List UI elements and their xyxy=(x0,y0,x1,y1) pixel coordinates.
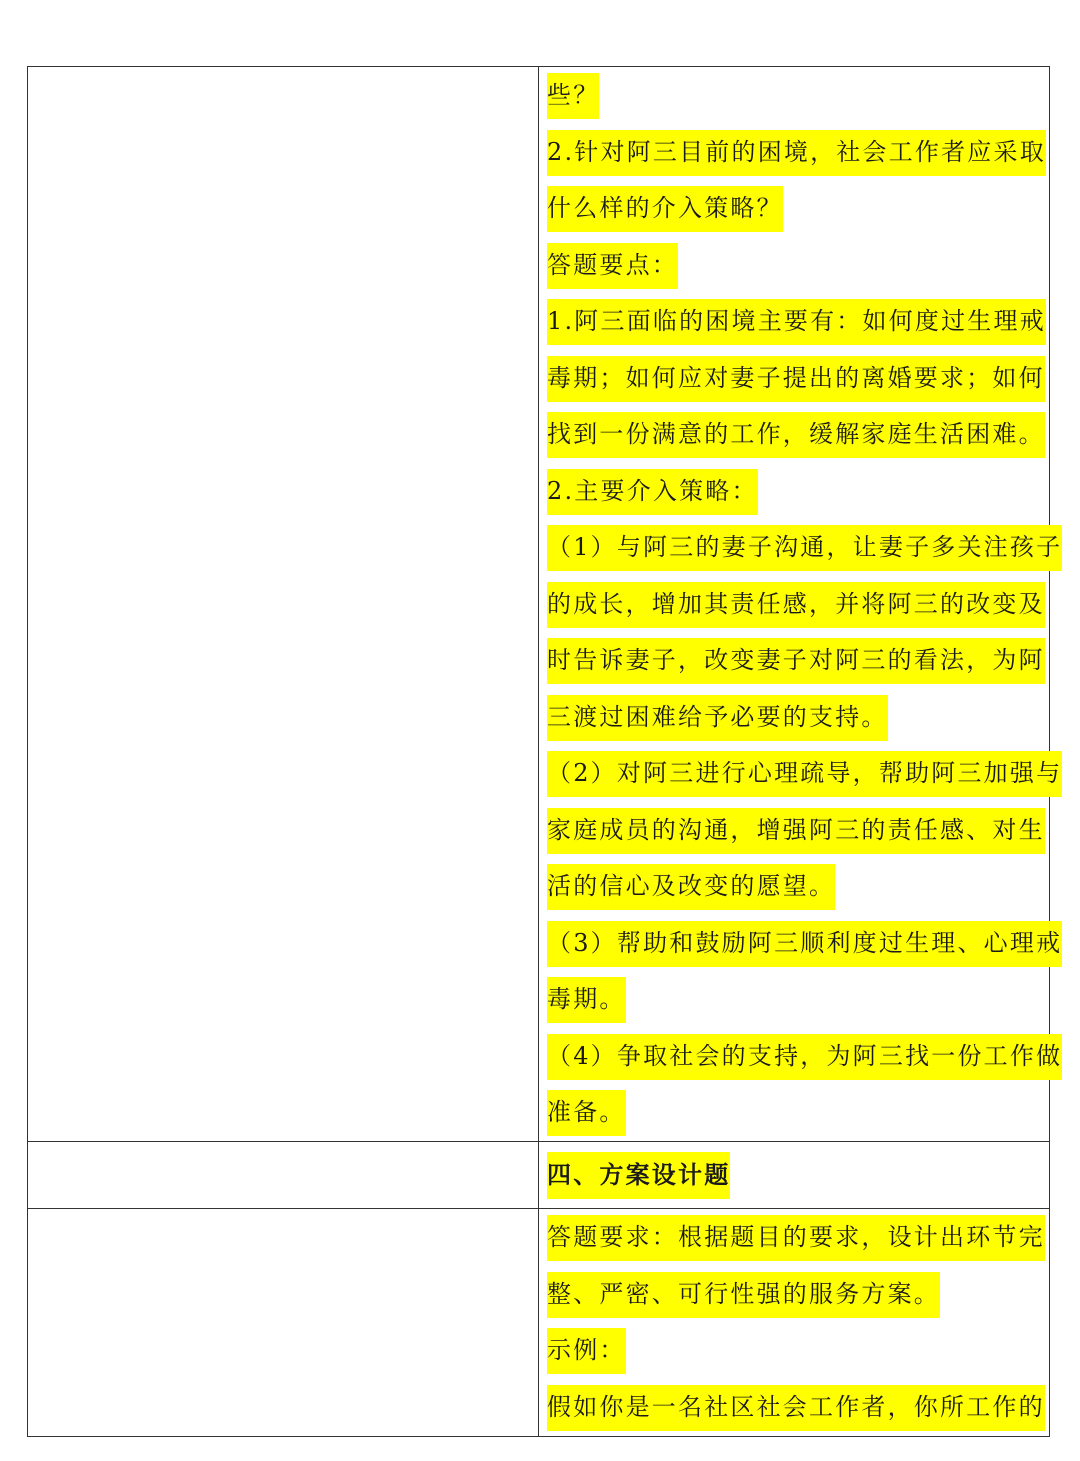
text-line: 答题要求：根据题目的要求，设计出环节完 xyxy=(547,1209,1041,1266)
text-line: 活的信心及改变的愿望。 xyxy=(547,858,1041,915)
text-line: 些？ xyxy=(547,67,1041,124)
section-heading-cell xyxy=(539,1142,1050,1209)
text-line: （4）争取社会的支持，为阿三找一份工作做 xyxy=(547,1028,1041,1085)
table-row xyxy=(28,1209,1050,1437)
text-line: 准备。 xyxy=(547,1084,1041,1141)
text-line: 找到一份满意的工作，缓解家庭生活困难。 xyxy=(547,406,1041,463)
text-line: 毒期。 xyxy=(547,971,1041,1028)
text-line: 什么样的介入策略？ xyxy=(547,180,1041,237)
document-table xyxy=(27,66,1063,1437)
text-line: 四、方案设计题 xyxy=(547,1147,1041,1204)
text-line: 示例： xyxy=(547,1322,1041,1379)
text-line: 2.主要介入策略： xyxy=(547,463,1041,520)
answer-cell xyxy=(539,67,1063,1142)
requirement-content xyxy=(539,1209,1049,1435)
text-line: 三渡过困难给予必要的支持。 xyxy=(547,689,1041,746)
section-heading xyxy=(539,1142,1049,1204)
requirement-cell xyxy=(539,1209,1050,1437)
text-line: 时告诉妻子，改变妻子对阿三的看法，为阿 xyxy=(547,632,1041,689)
text-line: 家庭成员的沟通，增强阿三的责任感、对生 xyxy=(547,802,1041,859)
answer-content xyxy=(539,67,1063,1141)
text-line: 毒期；如何应对妻子提出的离婚要求；如何 xyxy=(547,350,1041,407)
text-line: （3）帮助和鼓励阿三顺利度过生理、心理戒 xyxy=(547,915,1041,972)
empty-left-cell xyxy=(28,67,539,1142)
empty-left-cell xyxy=(28,1142,539,1209)
text-line: 整、严密、可行性强的服务方案。 xyxy=(547,1266,1041,1323)
table-row xyxy=(28,1142,1050,1209)
text-line: 2.针对阿三目前的困境，社会工作者应采取 xyxy=(547,124,1041,181)
empty-left-cell xyxy=(28,1209,539,1437)
text-line: 1.阿三面临的困境主要有：如何度过生理戒 xyxy=(547,293,1041,350)
text-line: 假如你是一名社区社会工作者，你所工作的 xyxy=(547,1379,1041,1436)
text-line: 的成长，增加其责任感，并将阿三的改变及 xyxy=(547,576,1041,633)
text-line: 答题要点： xyxy=(547,237,1041,294)
table-row xyxy=(28,67,1050,1142)
text-line: （2）对阿三进行心理疏导，帮助阿三加强与 xyxy=(547,745,1041,802)
text-line: （1）与阿三的妻子沟通，让妻子多关注孩子 xyxy=(547,519,1041,576)
